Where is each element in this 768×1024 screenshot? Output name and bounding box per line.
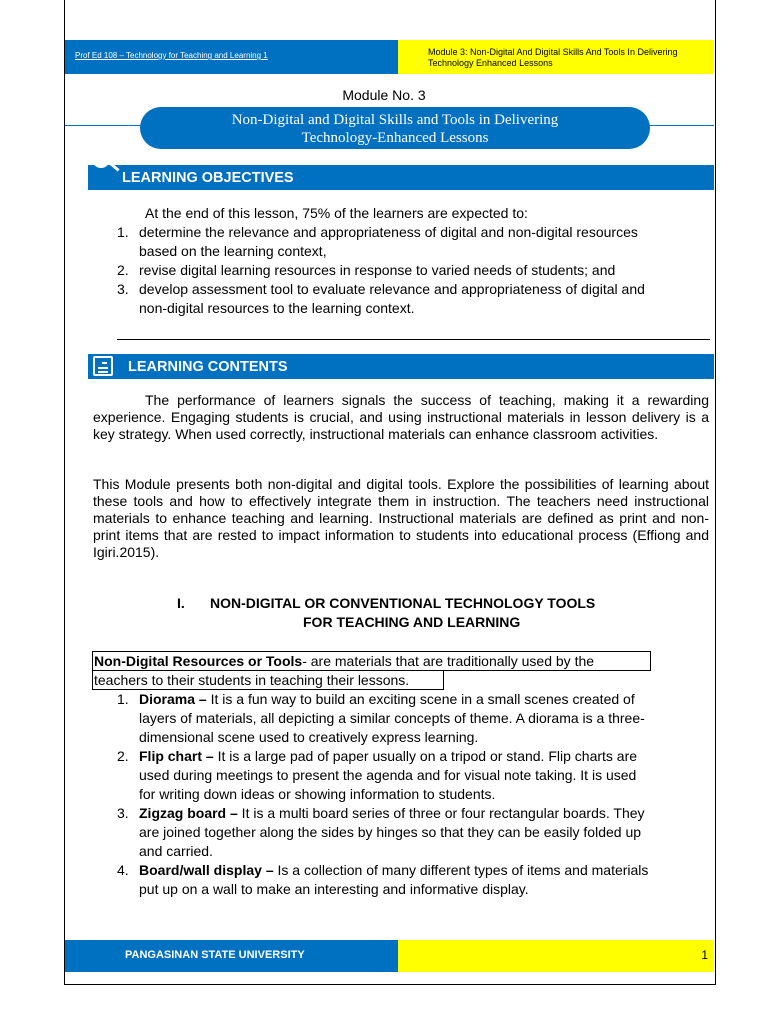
definition-box-line-1 <box>92 651 651 671</box>
objectives-list <box>117 223 717 318</box>
section-title-line-2: FOR TEACHING AND LEARNING <box>303 614 521 630</box>
module-title-banner <box>140 107 650 149</box>
footer-university-band <box>65 940 398 972</box>
definition-text-1: - are materials that are traditionally used by the <box>302 653 595 669</box>
section-numeral: I. <box>177 595 185 611</box>
tools-list <box>117 690 717 899</box>
contents-paragraph-2: This Module presents both non-digital and digital tools. Explore the possibilities of learning about these tools and how to effectively integrate them in instruction. The teachers need instructional materials to enhance teaching and learning. Instructional materials are defined as print and non-print items that are rested to impact information to students into educational process (Effiong and Igiri.2015). <box>93 476 709 560</box>
course-link[interactable]: Prof Ed 108 – Technology for Teaching and Learning 1 <box>75 51 268 60</box>
title-line-2: Technology-Enhanced Lessons <box>301 130 489 146</box>
header-module-band <box>398 40 714 74</box>
learning-objectives-bar <box>88 165 714 190</box>
footer-page-band <box>398 940 714 972</box>
definition-box-line-2 <box>92 670 444 690</box>
contents-paragraph-1: The performance of learners signals the success of teaching, making it a rewarding experience. Engaging students is crucial, and using instructional materials in lesson delivery is a key strategy. When used correctly, instructional materials can enhance classroom activities. <box>93 392 709 442</box>
list-item: 3. develop assessment tool to evaluate relevance and appropriateness of digital and non-digital resources to the learning context. <box>117 281 645 316</box>
title-line-1: Non-Digital and Digital Skills and Tools in Delivering <box>231 112 559 128</box>
learning-objectives-heading: LEARNING OBJECTIVES <box>122 170 294 186</box>
list-item: 1. Diorama – It is a fun way to build an exciting scene in a small scenes created of layers of materials, all depicting a similar concepts of theme. A diorama is a three- dimensional scene used to creatively express learning. <box>117 691 645 745</box>
list-item: 4. Board/wall display – Is a collection of many different types of items and materials put up on a wall to make an interesting and informative display. <box>117 862 649 897</box>
list-item: 3. Zigzag board – It is a multi board series of three or four rectangular boards. They are joined together along the sides by hinges so that they can be easily folded up and carried. <box>117 805 645 859</box>
section-divider <box>117 339 710 340</box>
document-icon <box>93 356 113 376</box>
bottom-rule <box>65 984 714 985</box>
list-item: 2. revise digital learning resources in response to varied needs of students; and <box>117 262 616 278</box>
section-title-line-1: NON-DIGITAL OR CONVENTIONAL TECHNOLOGY TOOLS <box>210 595 596 611</box>
list-item: 2. Flip chart – It is a large pad of paper usually on a tripod or stand. Flip charts are used during meetings to present the agenda and for visual note taking. It is used for writing down ideas or showing information to students. <box>117 748 638 802</box>
module-title: Module 3: Non-Digital And Digital Skills And Tools In Delivering Technology Enhanced Lessons <box>428 47 678 68</box>
search-icon <box>92 150 110 168</box>
title-rule-right <box>645 125 714 126</box>
university-name: PANGASINAN STATE UNIVERSITY <box>125 949 305 961</box>
module-number: Module No. 3 <box>342 87 426 103</box>
objectives-intro: At the end of this lesson, 75% of the learners are expected to: <box>145 205 528 221</box>
definition-term: Non-Digital Resources or Tools <box>94 653 303 669</box>
title-rule-left <box>65 125 145 126</box>
definition-text-2: teachers to their students in teaching their lessons. <box>94 672 410 688</box>
header-course-band <box>65 40 398 74</box>
page-number: 1 <box>701 948 708 962</box>
learning-contents-bar <box>88 354 714 379</box>
learning-contents-heading: LEARNING CONTENTS <box>128 359 288 375</box>
list-item: 1. determine the relevance and appropriateness of digital and non-digital resources based on the learning context, <box>117 224 638 259</box>
